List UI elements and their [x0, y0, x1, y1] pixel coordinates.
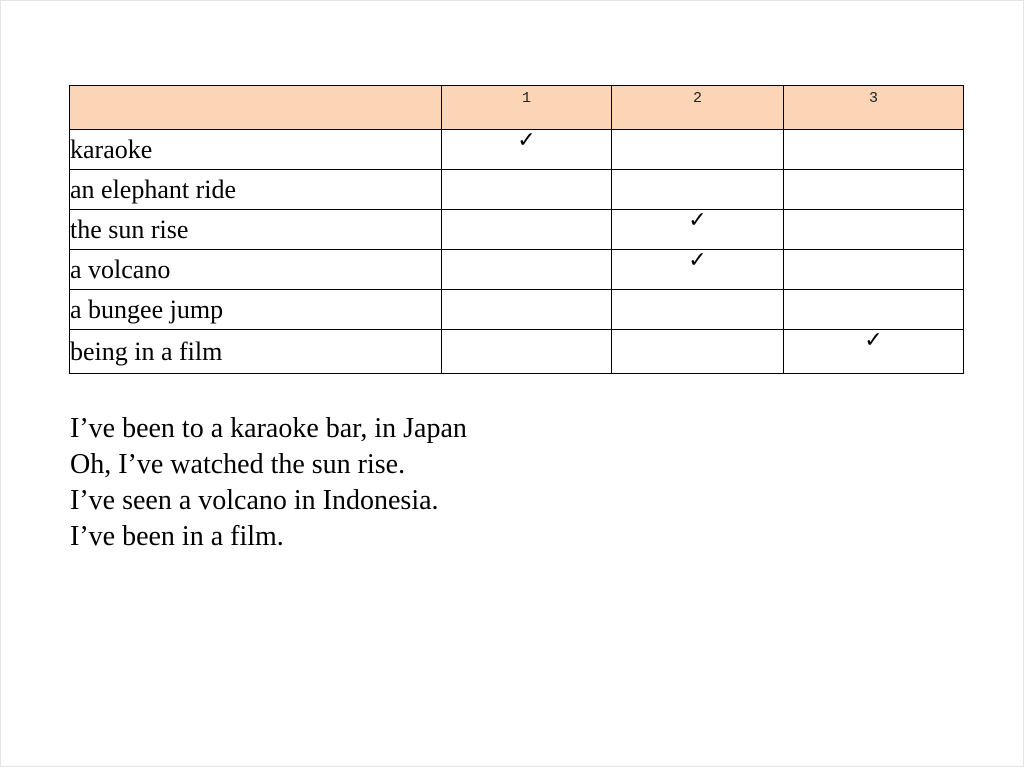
- table-row: [70, 130, 964, 170]
- activity-table: [69, 85, 964, 374]
- check-cell: [784, 290, 964, 330]
- table-header-row: [70, 86, 964, 130]
- sentence-line: I’ve seen a volcano in Indonesia.: [70, 485, 439, 516]
- table-row: [70, 170, 964, 210]
- check-cell: [784, 250, 964, 290]
- activity-cell: a volcano: [70, 250, 442, 290]
- activity-cell: a bungee jump: [70, 290, 442, 330]
- check-cell: [442, 290, 612, 330]
- activity-cell: the sun rise: [70, 210, 442, 250]
- activity-cell: karaoke: [70, 130, 442, 170]
- sentence-line: I’ve been in a film.: [70, 521, 284, 552]
- header-cell-3: 3: [784, 86, 964, 130]
- check-cell: [442, 170, 612, 210]
- sentence-line: Oh, I’ve watched the sun rise.: [70, 449, 406, 480]
- table-row: [70, 250, 964, 290]
- header-cell-2: 2: [612, 86, 784, 130]
- activity-cell: an elephant ride: [70, 170, 442, 210]
- check-cell: [612, 170, 784, 210]
- check-cell: [612, 290, 784, 330]
- header-cell-1: 1: [442, 86, 612, 130]
- check-cell: [442, 330, 612, 374]
- header-cell-activity: [70, 86, 442, 130]
- check-mark-icon: ✓: [442, 130, 612, 170]
- check-cell: [784, 130, 964, 170]
- check-mark-icon: ✓: [612, 210, 784, 250]
- check-mark-icon: ✓: [612, 250, 784, 290]
- check-cell: [784, 210, 964, 250]
- check-cell: [442, 210, 612, 250]
- example-sentences: [70, 411, 467, 555]
- table-row: [70, 290, 964, 330]
- check-cell: [612, 130, 784, 170]
- table-row: [70, 330, 964, 374]
- check-cell: [784, 170, 964, 210]
- sentence-line: I’ve been to a karaoke bar, in Japan: [70, 413, 467, 444]
- check-cell: [612, 330, 784, 374]
- check-cell: [442, 250, 612, 290]
- check-mark-icon: ✓: [784, 330, 964, 374]
- table-row: [70, 210, 964, 250]
- activity-cell: being in a film: [70, 330, 442, 374]
